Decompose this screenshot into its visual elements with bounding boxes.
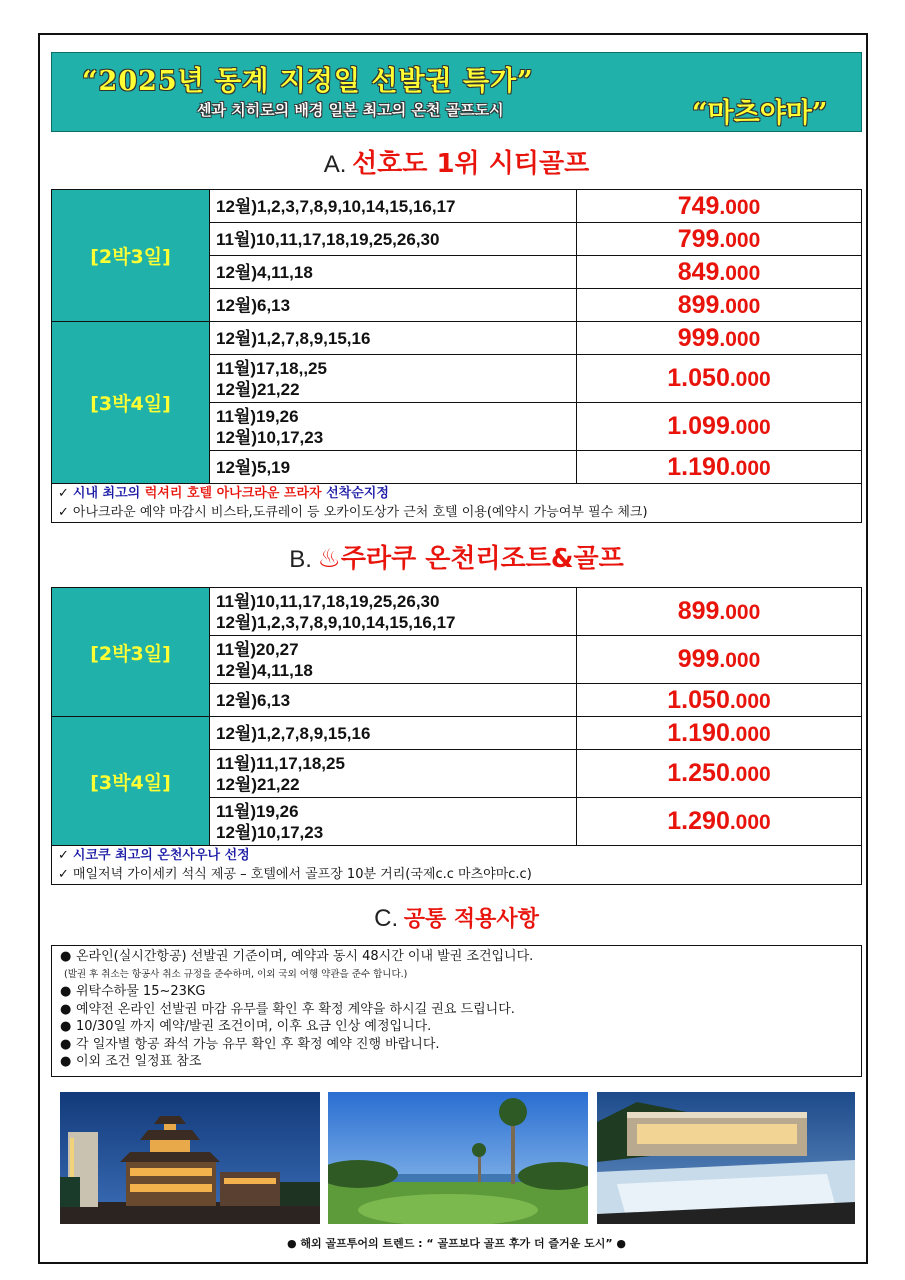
section-a-title: 선호도 1위 시티골프 — [352, 149, 590, 179]
price-tail: .000 — [719, 195, 761, 219]
condition-text: 각 일자별 항공 좌석 가능 유무 확인 후 확정 예약 진행 바랍니다. — [76, 1036, 440, 1052]
departure-dates — [210, 750, 577, 798]
price-tail: .000 — [729, 368, 771, 391]
date-line: 11월)10,11,17,18,19,25,26,30 — [216, 591, 440, 611]
condition-text: 온라인(실시간항공) 선발권 기준이며, 예약과 동시 48시간 이내 발권 조건입니다. — [76, 949, 534, 964]
date-line: 12월)1,2,7,8,9,15,16 — [216, 723, 371, 743]
condition-text: 10/30일 까지 예약/발권 조건이며, 이후 요금 인상 예정입니다. — [76, 1019, 432, 1034]
price-tail: .000 — [719, 228, 761, 252]
price-tail: .000 — [729, 456, 771, 480]
duration-label: [2박3일] — [52, 588, 210, 717]
notes-row — [52, 846, 862, 885]
photo-golf-course — [328, 1092, 588, 1224]
section-b-price-table — [51, 587, 862, 885]
bullet-icon: ● — [60, 1019, 72, 1034]
price-main: 1.250 — [667, 759, 730, 787]
condition-text: 위탁수하물 15~23KG — [76, 984, 206, 999]
price-cell — [577, 322, 862, 355]
date-line: 11월)17,18,,25 — [216, 358, 327, 378]
date-line: 12월)6,13 — [216, 295, 291, 315]
note-line — [58, 865, 855, 884]
departure-dates — [210, 190, 577, 223]
date-line: 12월)4,11,18 — [216, 660, 313, 680]
bullet-icon: ● — [60, 1001, 72, 1017]
date-line: 12월)1,2,3,7,8,9,10,14,15,16,17 — [216, 196, 456, 216]
price-cell — [577, 588, 862, 636]
section-c-heading — [51, 902, 862, 933]
price-main: 999 — [677, 645, 720, 673]
condition-item — [60, 948, 853, 966]
price-cell — [577, 717, 862, 750]
section-c-title: 공통 적용사항 — [403, 907, 539, 932]
price-cell — [577, 355, 862, 403]
condition-item — [60, 1018, 853, 1036]
date-line: 12월)21,22 — [216, 774, 300, 794]
date-line: 11월)11,17,18,25 — [216, 753, 345, 773]
condition-text: 예약전 온라인 선발권 마감 유무를 확인 후 확정 계약을 하시길 권요 드립니다. — [76, 1001, 515, 1017]
price-cell — [577, 289, 862, 322]
condition-item — [60, 966, 853, 984]
price-tail: .000 — [729, 811, 771, 834]
departure-dates — [210, 636, 577, 684]
section-b-title: ♨주라쿠 온천리조트&골프 — [317, 544, 624, 574]
price-cell — [577, 750, 862, 798]
price-row — [52, 588, 862, 636]
date-line: 11월)10,11,17,18,19,25,26,30 — [216, 229, 440, 249]
price-main: 1.050 — [667, 685, 730, 714]
departure-dates — [210, 403, 577, 451]
price-main: 1.099 — [667, 412, 730, 440]
note-text: 아나크라운 예약 마감시 비스타,도큐레이 등 오카이도상가 근처 호텔 이용(예약시 가능여부 필수 체크) — [72, 505, 648, 520]
departure-dates — [210, 798, 577, 846]
price-tail: .000 — [719, 327, 761, 351]
price-main: 1.190 — [667, 452, 730, 481]
price-cell — [577, 256, 862, 289]
checkmark-icon: ✓ — [58, 486, 69, 501]
departure-dates — [210, 289, 577, 322]
notes-cell — [52, 484, 862, 523]
note-line — [58, 503, 855, 522]
price-main: 1.290 — [667, 807, 730, 835]
price-tail: .000 — [719, 261, 761, 285]
note-line — [58, 846, 855, 865]
bullet-icon: ● — [60, 984, 72, 999]
price-tail: .000 — [729, 689, 771, 713]
date-line: 11월)19,26 — [216, 801, 299, 821]
price-main: 1.050 — [667, 364, 730, 392]
checkmark-icon: ✓ — [58, 848, 69, 863]
price-tail: .000 — [719, 294, 761, 318]
price-tail: .000 — [729, 416, 771, 439]
bullet-icon: ● — [60, 1036, 72, 1052]
banner-subtitle: 센과 치히로의 배경 일본 최고의 온천 골프도시 — [197, 101, 504, 119]
price-tail: .000 — [729, 763, 771, 786]
section-b-letter: B. — [289, 546, 312, 573]
note-highlight: 럭셔리 호텔 아나크라운 프라자 — [144, 486, 322, 501]
condition-item — [60, 1036, 853, 1054]
date-line: 12월)10,17,23 — [216, 427, 324, 447]
bullet-icon: ● — [60, 949, 72, 964]
price-row — [52, 717, 862, 750]
section-b-heading — [51, 538, 862, 575]
price-main: 999 — [677, 323, 720, 352]
banner-city-name: “마츠야마” — [692, 98, 828, 129]
common-conditions-box — [51, 945, 862, 1077]
price-main: 849 — [677, 257, 720, 286]
checkmark-icon: ✓ — [58, 867, 69, 882]
date-line: 12월)4,11,18 — [216, 262, 313, 282]
date-line: 11월)19,26 — [216, 406, 299, 426]
photo-dogo-onsen-building — [60, 1092, 320, 1224]
departure-dates — [210, 322, 577, 355]
bullet-icon: ● — [60, 1054, 72, 1069]
header-banner — [51, 52, 862, 132]
condition-item — [60, 983, 853, 1001]
departure-dates — [210, 256, 577, 289]
departure-dates — [210, 684, 577, 717]
condition-text: (발권 후 취소는 항공사 취소 규정을 준수하며, 이외 국외 여행 약관을 준수 합니다.) — [64, 968, 408, 980]
date-line: 12월)1,2,3,7,8,9,10,14,15,16,17 — [216, 612, 456, 632]
date-line: 12월)21,22 — [216, 379, 300, 399]
note-line — [58, 484, 855, 503]
departure-dates — [210, 717, 577, 750]
date-line: 11월)20,27 — [216, 639, 299, 659]
condition-item — [60, 1001, 853, 1019]
departure-dates — [210, 451, 577, 484]
price-main: 899 — [677, 597, 720, 625]
footer-slogan: ● 해외 골프투어의 트렌드 : “ 골프보다 골프 후가 더 즐거운 도시” ● — [286, 1237, 627, 1250]
price-cell — [577, 223, 862, 256]
banner-title: “2025년 동계 지정일 선발권 특가” — [82, 66, 534, 97]
condition-item — [60, 1053, 853, 1071]
departure-dates — [210, 355, 577, 403]
date-line: 12월)5,19 — [216, 457, 291, 477]
price-tail: .000 — [729, 722, 771, 746]
section-a-heading — [51, 143, 862, 180]
price-row — [52, 322, 862, 355]
date-line: 12월)1,2,7,8,9,15,16 — [216, 328, 371, 348]
price-cell — [577, 190, 862, 223]
duration-label: [2박3일] — [52, 190, 210, 322]
departure-dates — [210, 223, 577, 256]
checkmark-icon: ✓ — [58, 505, 69, 520]
price-tail: .000 — [719, 601, 761, 624]
note-text: 시코쿠 최고의 온천사우나 선정 — [72, 848, 250, 863]
price-cell — [577, 403, 862, 451]
price-main: 749 — [677, 191, 720, 220]
photo-onsen-pool — [597, 1092, 855, 1224]
price-row — [52, 190, 862, 223]
duration-label: [3박4일] — [52, 717, 210, 846]
note-text: 선착순지정 — [321, 486, 389, 501]
price-main: 899 — [677, 290, 720, 319]
date-line: 12월)10,17,23 — [216, 822, 324, 842]
notes-cell — [52, 846, 862, 885]
price-cell — [577, 684, 862, 717]
condition-text: 이외 조건 일정표 참조 — [76, 1054, 202, 1069]
price-main: 799 — [677, 224, 720, 253]
section-a-price-table — [51, 189, 862, 523]
price-main: 1.190 — [667, 718, 730, 747]
price-cell — [577, 798, 862, 846]
price-tail: .000 — [719, 649, 761, 672]
price-cell — [577, 451, 862, 484]
section-c-letter: C. — [374, 905, 399, 932]
section-a-letter: A. — [323, 151, 347, 178]
price-cell — [577, 636, 862, 684]
date-line: 12월)6,13 — [216, 690, 291, 710]
notes-row — [52, 484, 862, 523]
note-text: 매일저녁 가이세키 석식 제공 – 호텔에서 골프장 10분 거리(국제c.c 마츠야마c.c) — [72, 867, 532, 882]
departure-dates — [210, 588, 577, 636]
note-text: 시내 최고의 — [72, 486, 145, 501]
duration-label: [3박4일] — [52, 322, 210, 484]
